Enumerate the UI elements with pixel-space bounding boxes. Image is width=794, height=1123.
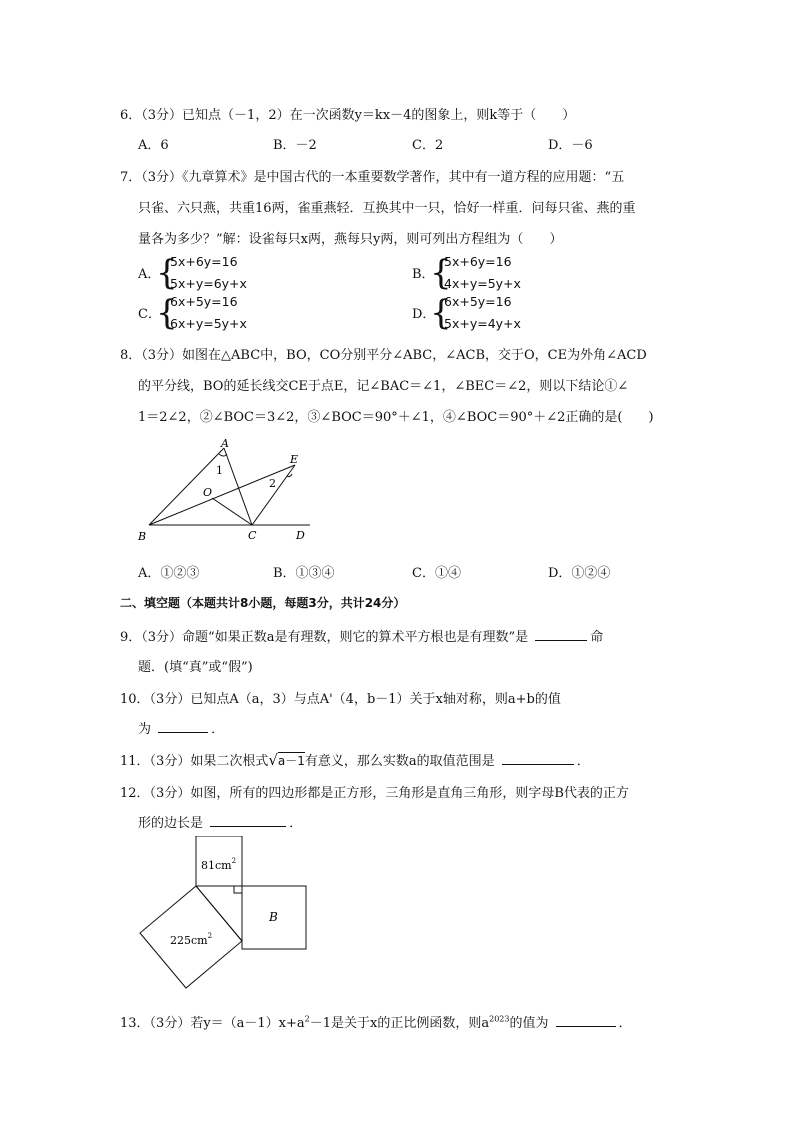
brace-icon: { <box>156 293 178 333</box>
q13-text-mid: －1是关于x的正比例函数，则a <box>309 1016 490 1031</box>
q7-option-a-label: A． <box>138 267 161 282</box>
label-c: C <box>248 529 257 542</box>
q7-option-b-eq1: 5x+6y=16 <box>444 254 512 269</box>
brace-icon: { <box>430 253 452 293</box>
q7-line-1: 7．（3分）《九章算术》是中国古代的一本重要数学著作，其中有一道方程的应用题：“五 <box>120 170 625 185</box>
q6-option-a: A．6 <box>138 138 169 153</box>
q9-text-a: 9．（3分）命题“如果正数a是有理数，则它的算术平方根也是有理数”是 <box>120 630 529 645</box>
q12-answer-blank[interactable] <box>210 814 286 827</box>
q7-line-2: 只雀、六只燕，共重16两，雀重燕轻．互换其中一只，恰好一样重．问每只雀、燕的重 <box>138 201 636 216</box>
label-1: 1 <box>216 464 223 477</box>
brace-icon: { <box>156 253 178 293</box>
q7-option-d-eq1: 6x+5y=16 <box>444 294 512 309</box>
label-b: B <box>138 530 147 543</box>
q8-option-d: D．①②④ <box>548 566 611 581</box>
q7-option-c-label: C． <box>138 307 161 322</box>
q11-text-pre: 11．（3分）如果二次根式 <box>120 754 269 769</box>
q7-option-b-label: B． <box>412 267 435 282</box>
q13-text-end: ． <box>618 1016 632 1031</box>
q10-line-1: 10．（3分）已知点A（a，3）与点A'（4，b－1）关于x轴对称，则a+b的值 <box>120 692 561 707</box>
sqrt-icon: √ <box>268 751 278 769</box>
q7-option-d-label: D． <box>412 307 436 322</box>
q11-radicand: a－1 <box>277 754 305 768</box>
q9-text-b: 命 <box>590 630 604 645</box>
label-225cm: $225cm^2$ <box>170 932 213 947</box>
q8-option-c: C．①④ <box>412 566 461 581</box>
label-o: O <box>203 486 213 499</box>
q11-line <box>120 750 590 769</box>
line-ac <box>224 448 252 525</box>
q6-option-b: B．－2 <box>273 138 317 153</box>
q10-line-2 <box>138 718 224 737</box>
q9-line-2: 题．(填“真”或“假”) <box>138 660 253 675</box>
q13-text-pre: 13．（3分）若y＝（a－1）x+a <box>120 1016 305 1031</box>
q6-stem: 6．（3分）已知点（－1，2）在一次函数y＝kx－4的图象上，则k等于（ ） <box>120 108 576 123</box>
q13-answer-blank[interactable] <box>556 1014 616 1027</box>
q7-option-c-eq2: 6x+y=5y+x <box>170 316 247 331</box>
q7-option-a-eq2: 5x+y=6y+x <box>170 276 247 291</box>
q7-option-c-eq1: 6x+5y=16 <box>170 294 238 309</box>
line-ba <box>149 448 224 525</box>
q13-sup-1: 2 <box>304 1014 310 1024</box>
line-oc <box>212 498 252 525</box>
right-angle-mark <box>234 886 242 893</box>
label-a: A <box>221 437 229 450</box>
label-e: E <box>290 453 299 466</box>
q7-option-b-eq2: 4x+y=5y+x <box>444 276 521 291</box>
q11-answer-blank[interactable] <box>502 752 574 765</box>
q12-line-2 <box>138 812 302 831</box>
q8-line-3: 1＝2∠2，②∠BOC＝3∠2，③∠BOC＝90°＋∠1，④∠BOC＝90°＋∠2正确的是( ) <box>138 410 654 425</box>
q8-option-b: B．①③④ <box>273 566 335 581</box>
q12-line-1: 12．（3分）如图，所有的四边形都是正方形，三角形是直角三角形，则字母B代表的正方 <box>120 786 629 801</box>
q8-line-1: 8．（3分）如图在△ABC中，BO，CO分别平分∠ABC，∠ACB，交于O，CE为外角∠ACD <box>120 348 647 363</box>
q10-text-a: 为 <box>138 722 152 737</box>
q6-option-d: D．－6 <box>548 138 593 153</box>
q7-option-d-eq2: 5x+y=4y+x <box>444 316 521 331</box>
q11-text-post: 有意义，那么实数a的取值范围是 <box>304 754 495 769</box>
q8-option-a: A．①②③ <box>138 566 200 581</box>
q10-text-b: ． <box>211 722 225 737</box>
q9-answer-blank[interactable] <box>535 628 587 641</box>
q13-line <box>120 1012 632 1031</box>
q8-triangle-figure <box>130 434 320 546</box>
section-2-heading: 二、填空题（本题共计8小题，每题3分，共计24分） <box>120 596 406 610</box>
q6-option-c: C．2 <box>412 138 444 153</box>
q13-sup-2: 2023 <box>489 1014 510 1024</box>
q13-text-post: 的值为 <box>509 1016 549 1031</box>
q7-line-3: 量各为多少？”解：设雀每只x两，燕每只y两，则可列出方程组为（ ） <box>138 232 563 247</box>
brace-icon: { <box>430 293 452 333</box>
q12-text-b: ． <box>289 816 303 831</box>
label-d: D <box>296 529 305 542</box>
q12-squares-figure <box>134 836 314 992</box>
label-2: 2 <box>269 477 276 490</box>
label-b-square: B <box>269 910 278 924</box>
label-81cm: $81cm^2$ <box>201 857 237 872</box>
q12-text-a: 形的边长是 <box>138 816 204 831</box>
q8-line-2: 的平分线，BO的延长线交CE于点E，记∠BAC＝∠1，∠BEC＝∠2，则以下结论①∠ <box>138 379 629 394</box>
q11-text-end: ． <box>576 754 590 769</box>
q7-option-a-eq1: 5x+6y=16 <box>170 254 238 269</box>
q9-line-1 <box>120 626 603 645</box>
q10-answer-blank[interactable] <box>158 720 208 733</box>
